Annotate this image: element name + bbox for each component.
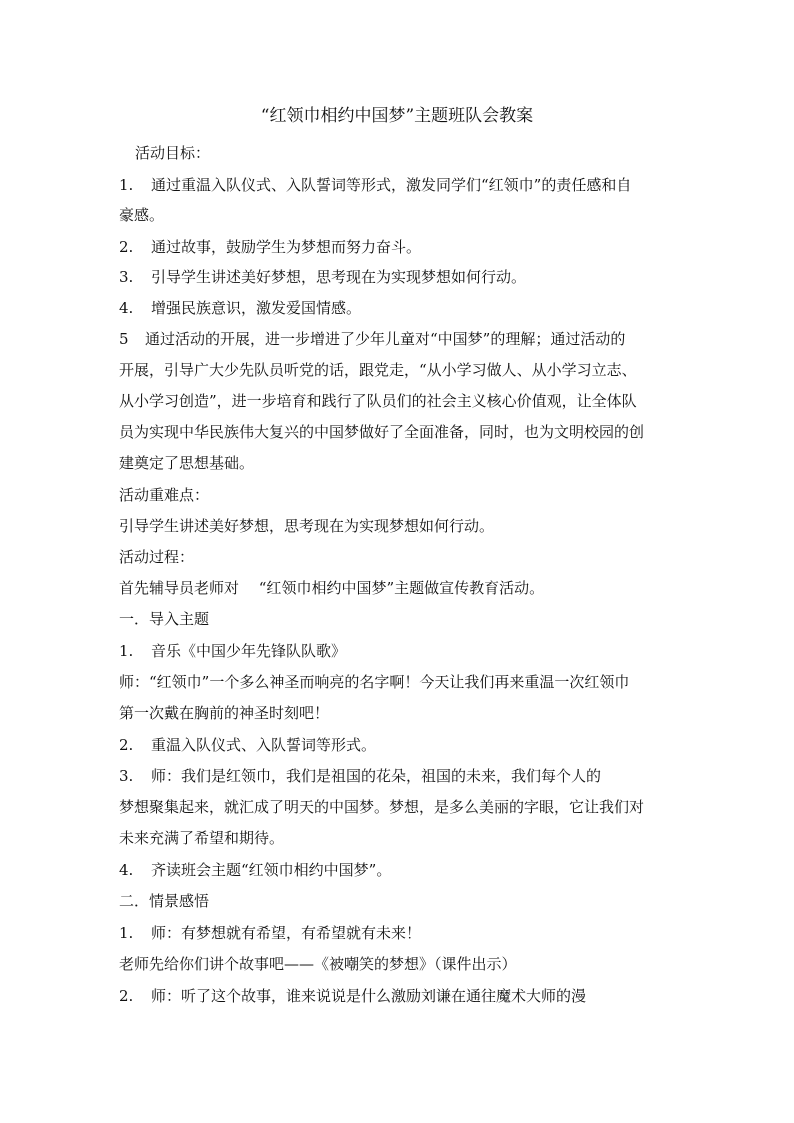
section-1-item-4	[119, 859, 391, 881]
goals-heading: 活动目标：	[135, 144, 211, 162]
goal-number: 1.	[119, 176, 134, 194]
section-1-item-3	[119, 765, 601, 787]
key-points-heading: 活动重难点：	[119, 486, 210, 504]
item-number: 4.	[119, 861, 134, 879]
goal-5-continuation: 开展，引导广大少先队员听党的话，跟党走，“从小学习做人、从小学习立志、	[119, 361, 637, 379]
goal-text: 增强民族意识，激发爱国情感。	[151, 299, 362, 317]
goal-text: 通过活动的开展，进一步增进了少年儿童对“中国梦”的理解；通过活动的	[145, 330, 626, 348]
key-points-text: 引导学生讲述美好梦想，思考现在为实现梦想如何行动。	[119, 517, 495, 535]
process-heading: 活动过程：	[119, 548, 195, 566]
teacher-line: 师：“红领巾”一个多么神圣而响亮的名字啊！今天让我们再来重温一次红领巾	[119, 673, 630, 691]
goal-text: 通过重温入队仪式、入队誓词等形式，激发同学们“红领巾”的责任感和自	[151, 176, 632, 194]
goal-item-3	[119, 266, 526, 288]
goal-1-continuation: 豪感。	[119, 206, 165, 224]
goal-text: 引导学生讲述美好梦想，思考现在为实现梦想如何行动。	[151, 268, 527, 286]
story-line: 老师先给你们讲个故事吧——《被嘲笑的梦想》（课件出示）	[119, 955, 517, 973]
item-number: 2.	[119, 987, 134, 1005]
item-text: 音乐《中国少年先锋队队歌》	[151, 642, 347, 660]
item-text: 师：有梦想就有希望，有希望就有未来！	[151, 924, 422, 942]
item-number: 1.	[119, 924, 134, 942]
section-2-item-1	[119, 922, 421, 944]
item-text: 重温入队仪式、入队誓词等形式。	[151, 736, 377, 754]
goal-item-1	[119, 174, 631, 196]
goal-number: 5	[119, 330, 129, 348]
goal-number: 3.	[119, 268, 134, 286]
goal-5-continuation: 从小学习创造”，进一步培育和践行了队员们的社会主义核心价值观，让全体队	[119, 392, 637, 410]
section-1-item-1	[119, 640, 346, 662]
item-number: 3.	[119, 767, 134, 785]
item-3-continuation: 未来充满了希望和期待。	[119, 829, 285, 847]
section-2-heading: 二．情景感悟	[119, 892, 210, 910]
goal-5-continuation: 员为实现中华民族伟大复兴的中国梦做好了全面准备，同时，也为文明校园的创	[119, 423, 645, 441]
goal-text: 通过故事，鼓励学生为梦想而努力奋斗。	[151, 238, 422, 256]
process-intro: 首先辅导员老师对 “红领巾相约中国梦”主题做宣传教育活动。	[119, 579, 545, 597]
section-2-item-2	[119, 985, 586, 1007]
item-number: 1.	[119, 642, 134, 660]
document-title: “红领巾相约中国梦”主题班队会教案	[260, 106, 534, 126]
goal-item-4	[119, 297, 361, 319]
item-text: 师：我们是红领巾，我们是祖国的花朵，祖国的未来，我们每个人的	[151, 767, 602, 785]
goal-number: 4.	[119, 299, 134, 317]
item-number: 2.	[119, 736, 134, 754]
item-text: 师：听了这个故事，谁来说说是什么激励刘谦在通往魔术大师的漫	[151, 987, 587, 1005]
teacher-line: 第一次戴在胸前的神圣时刻吧！	[119, 704, 330, 722]
item-3-continuation: 梦想聚集起来，就汇成了明天的中国梦。梦想，是多么美丽的字眼，它让我们对	[119, 798, 645, 816]
goal-item-5	[119, 328, 625, 350]
goal-5-continuation: 建奠定了思想基础。	[119, 454, 255, 472]
item-text: 齐读班会主题“红领巾相约中国梦”。	[151, 861, 392, 879]
goal-item-2	[119, 236, 421, 258]
goal-number: 2.	[119, 238, 134, 256]
section-1-heading: 一．导入主题	[119, 610, 210, 628]
section-1-item-2	[119, 734, 376, 756]
